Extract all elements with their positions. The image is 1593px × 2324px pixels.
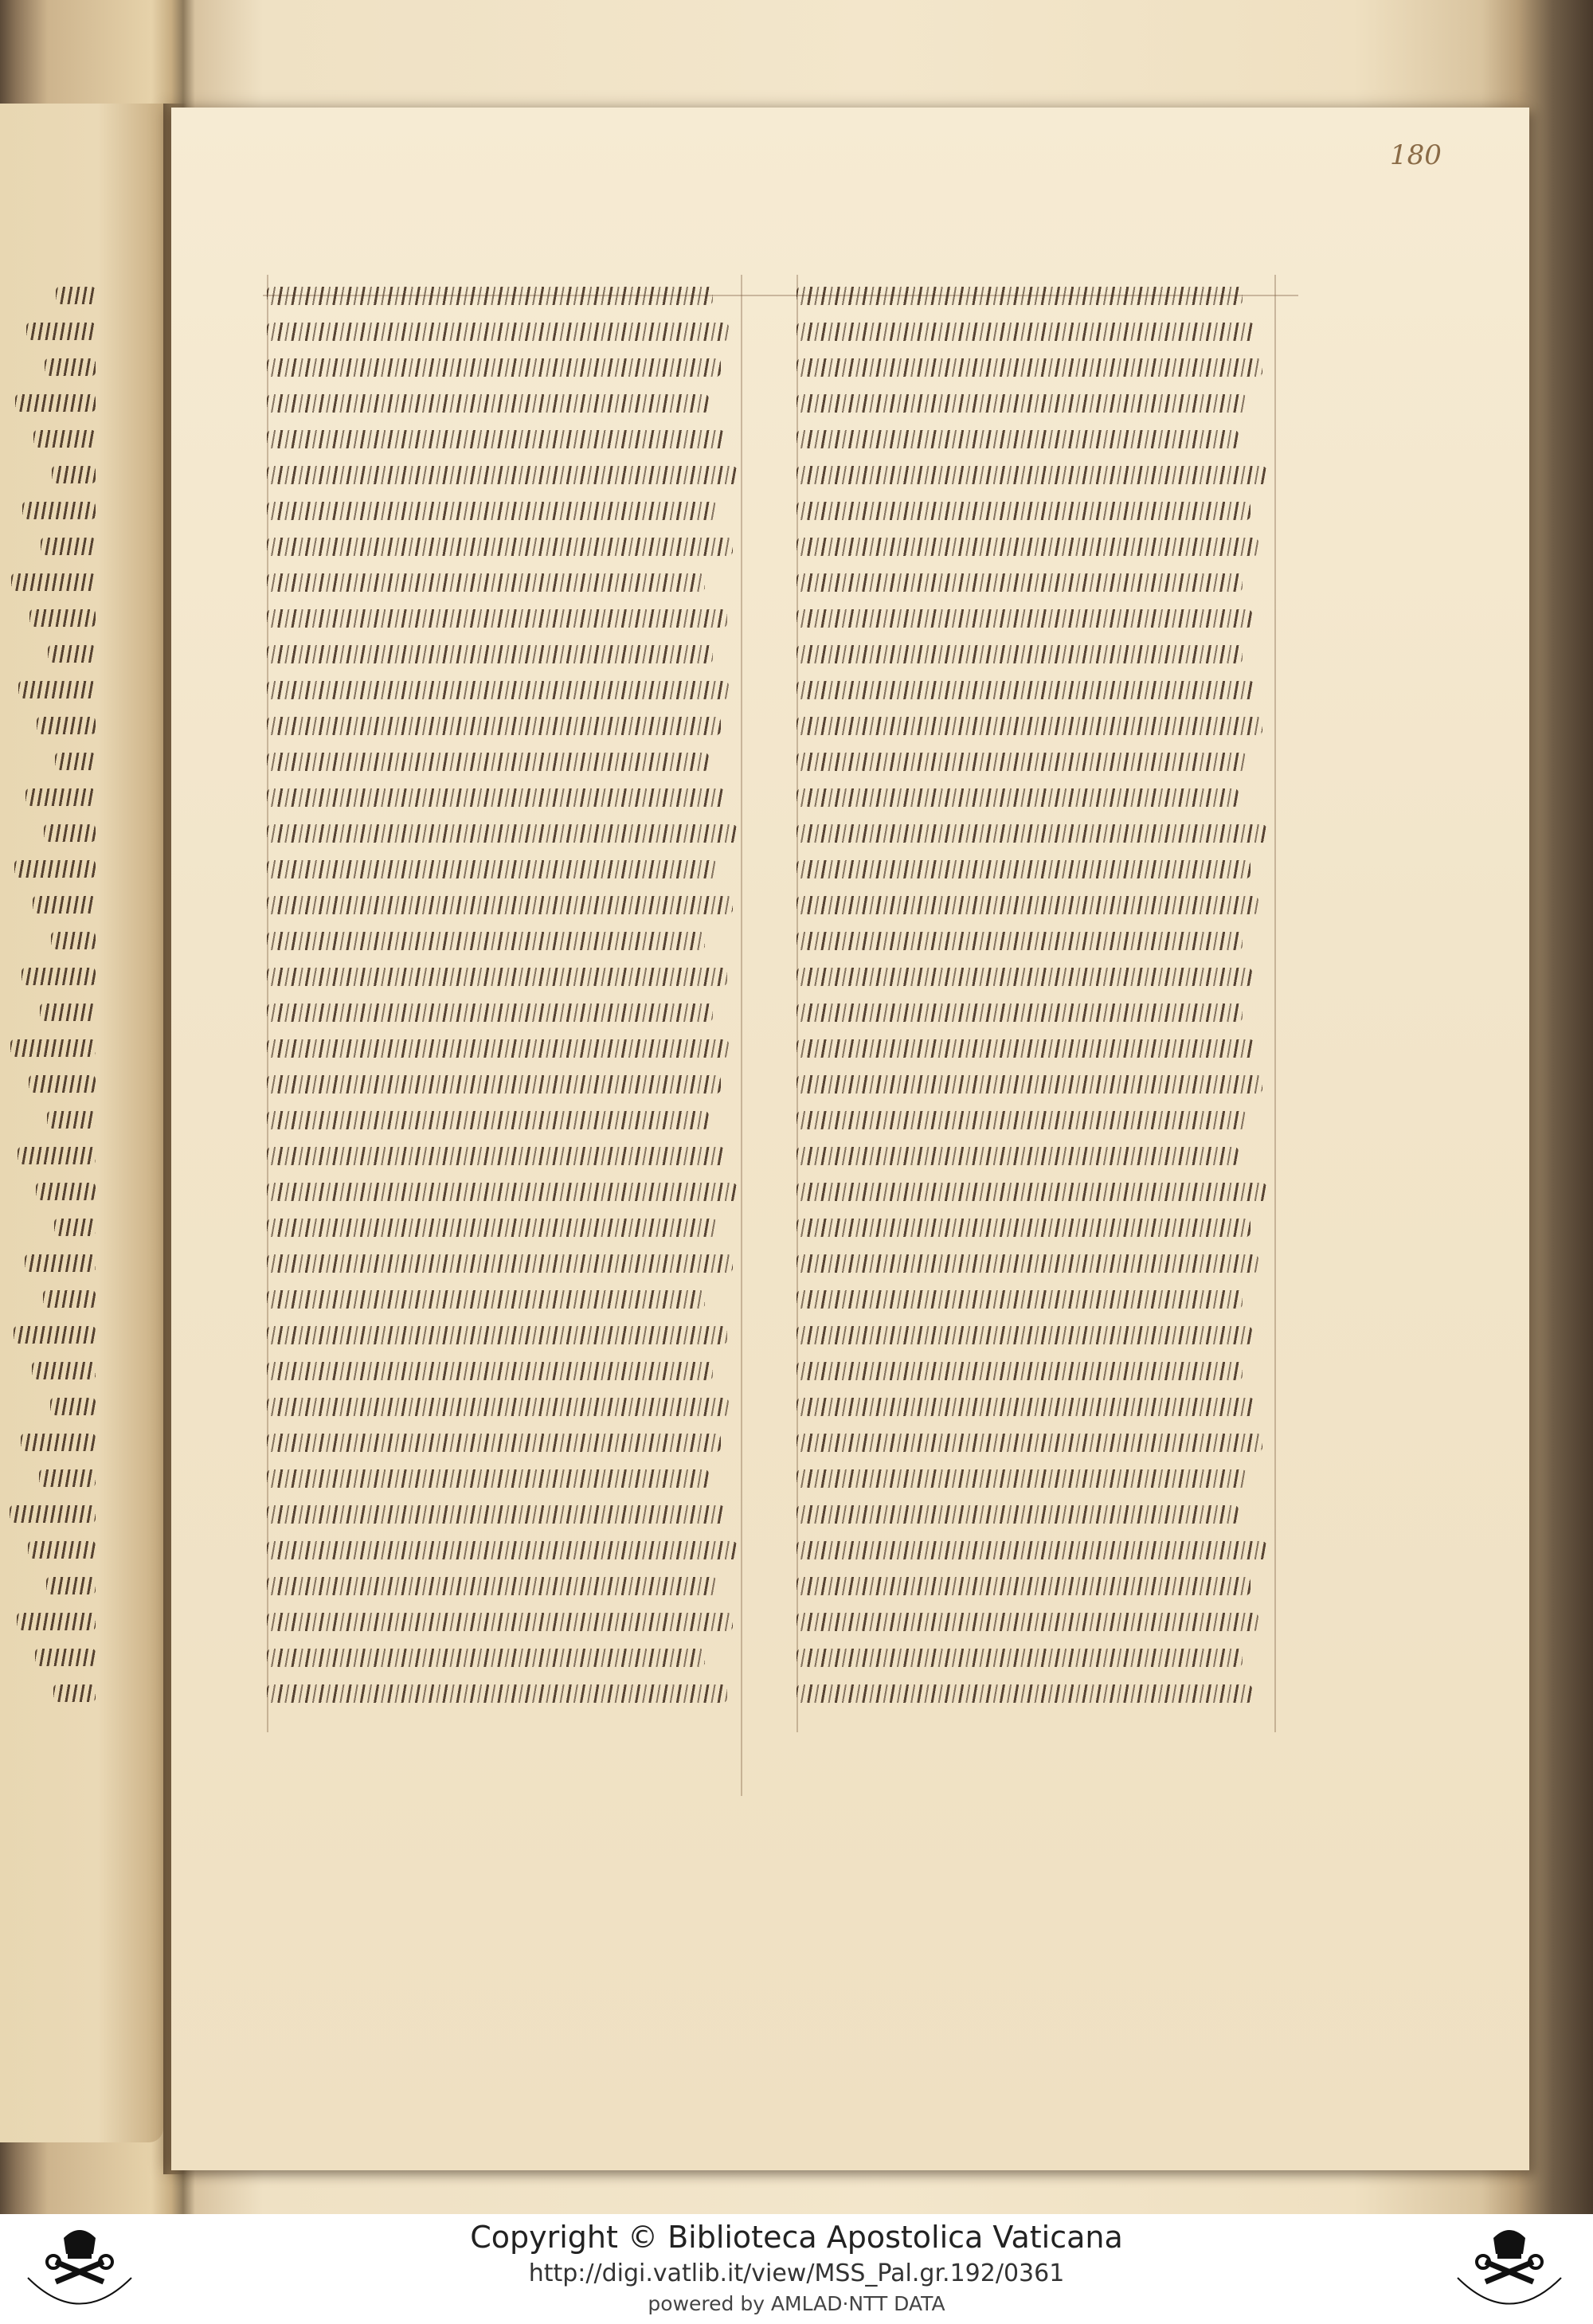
handwritten-line	[267, 1075, 785, 1094]
handwritten-line	[796, 1219, 1290, 1237]
handwritten-line	[796, 1111, 1290, 1129]
handwritten-line	[796, 1004, 1290, 1022]
handwritten-line	[796, 788, 1290, 807]
left-page-line-fragment	[0, 932, 96, 949]
handwritten-line	[796, 1398, 1290, 1416]
handwritten-line	[267, 502, 785, 520]
handwritten-line	[267, 1684, 785, 1703]
handwritten-line	[267, 1577, 785, 1595]
left-page-line-fragment	[0, 753, 96, 770]
handwritten-line	[796, 968, 1290, 986]
handwritten-line	[796, 1434, 1290, 1452]
handwritten-line	[796, 466, 1290, 484]
handwritten-line	[796, 1649, 1290, 1667]
left-page-line-fragment	[0, 1541, 96, 1559]
handwritten-line	[267, 1111, 785, 1129]
left-page-line-fragment	[0, 1649, 96, 1666]
handwritten-line	[796, 394, 1290, 413]
folio-number: 180	[1390, 139, 1442, 171]
handwritten-line	[267, 1254, 785, 1273]
footer-text-block	[0, 2217, 1593, 2318]
handwritten-line	[267, 717, 785, 735]
left-page-line-fragment	[0, 1577, 96, 1594]
left-page-line-fragment	[0, 896, 96, 914]
handwritten-line	[267, 1039, 785, 1058]
left-page-line-fragment	[0, 1362, 96, 1379]
handwritten-line	[267, 1290, 785, 1309]
handwritten-line	[267, 573, 785, 592]
handwritten-line	[796, 681, 1290, 699]
handwritten-line	[267, 681, 785, 699]
handwritten-line	[796, 1469, 1290, 1488]
left-page-line-fragment	[0, 1183, 96, 1200]
left-page-line-fragment	[0, 1469, 96, 1487]
left-page-line-fragment	[0, 968, 96, 985]
left-page-line-fragment	[0, 609, 96, 627]
handwritten-line	[267, 932, 785, 950]
handwritten-line	[796, 609, 1290, 628]
handwritten-line	[267, 287, 785, 305]
handwritten-line	[267, 753, 785, 771]
handwritten-line	[267, 1649, 785, 1667]
handwritten-line	[796, 1039, 1290, 1058]
handwritten-line	[267, 1147, 785, 1165]
handwritten-line	[267, 323, 785, 341]
left-page-line-fragment	[0, 1398, 96, 1415]
handwritten-line	[267, 1219, 785, 1237]
left-page-line-fragment	[0, 466, 96, 483]
handwritten-line	[267, 394, 785, 413]
handwritten-line	[267, 1469, 785, 1488]
handwritten-line	[267, 358, 785, 377]
handwritten-line	[796, 573, 1290, 592]
left-page-line-fragment	[0, 1004, 96, 1021]
handwritten-line	[796, 430, 1290, 448]
left-page-line-fragment	[0, 860, 96, 878]
left-page-line-fragment	[0, 681, 96, 698]
handwritten-line	[796, 1326, 1290, 1344]
handwritten-line	[796, 932, 1290, 950]
handwritten-line	[796, 1075, 1290, 1094]
left-page-line-fragment	[0, 358, 96, 376]
handwritten-line	[796, 860, 1290, 878]
handwritten-line	[267, 1434, 785, 1452]
handwritten-line	[267, 466, 785, 484]
left-page-line-fragment	[0, 1147, 96, 1164]
left-page-line-fragment	[0, 287, 96, 304]
text-column-right	[796, 287, 1290, 1720]
handwritten-line	[267, 896, 785, 914]
handwritten-line	[796, 502, 1290, 520]
left-page-line-fragment	[0, 1075, 96, 1093]
handwritten-line	[267, 1362, 785, 1380]
left-page-line-fragment	[0, 430, 96, 448]
handwritten-line	[796, 538, 1290, 556]
handwritten-line	[796, 753, 1290, 771]
handwritten-line	[267, 1004, 785, 1022]
handwritten-line	[796, 1613, 1290, 1631]
handwritten-line	[267, 1613, 785, 1631]
handwritten-line	[267, 645, 785, 663]
handwritten-line	[267, 1326, 785, 1344]
handwritten-line	[796, 358, 1290, 377]
left-page-text-fragments	[0, 287, 96, 1720]
handwritten-line	[267, 788, 785, 807]
handwritten-line	[267, 968, 785, 986]
handwritten-line	[796, 1684, 1290, 1703]
handwritten-line	[267, 1541, 785, 1559]
left-page-line-fragment	[0, 824, 96, 842]
handwritten-line	[267, 1398, 785, 1416]
handwritten-line	[267, 430, 785, 448]
handwritten-line	[796, 1254, 1290, 1273]
handwritten-line	[796, 1505, 1290, 1524]
left-page-line-fragment	[0, 1613, 96, 1630]
source-url[interactable]: http://digi.vatlib.it/view/MSS_Pal.gr.192/0361	[528, 2259, 1065, 2287]
copyright-notice: Copyright © Biblioteca Apostolica Vaticana	[470, 2220, 1123, 2255]
left-page-line-fragment	[0, 1219, 96, 1236]
handwritten-line	[267, 1505, 785, 1524]
handwritten-line	[796, 1541, 1290, 1559]
left-page-line-fragment	[0, 1505, 96, 1523]
left-page-line-fragment	[0, 1326, 96, 1344]
left-page-line-fragment	[0, 788, 96, 806]
left-page-line-fragment	[0, 323, 96, 340]
left-page-line-fragment	[0, 1290, 96, 1308]
handwritten-line	[267, 860, 785, 878]
left-page-line-fragment	[0, 1254, 96, 1272]
handwritten-line	[267, 1183, 785, 1201]
left-page-line-fragment	[0, 645, 96, 663]
handwritten-line	[796, 323, 1290, 341]
handwritten-line	[796, 1147, 1290, 1165]
handwritten-line	[796, 645, 1290, 663]
left-page-line-fragment	[0, 717, 96, 734]
handwritten-line	[796, 824, 1290, 843]
left-page-line-fragment	[0, 502, 96, 519]
left-page-line-fragment	[0, 573, 96, 591]
handwritten-line	[796, 287, 1290, 305]
left-page-line-fragment	[0, 538, 96, 555]
handwritten-line	[796, 1290, 1290, 1309]
powered-by: powered by AMLAD·NTT DATA	[648, 2292, 945, 2315]
handwritten-line	[796, 896, 1290, 914]
left-page-line-fragment	[0, 1434, 96, 1451]
handwritten-line	[267, 609, 785, 628]
left-page-line-fragment	[0, 1111, 96, 1129]
handwritten-line	[267, 538, 785, 556]
left-page-line-fragment	[0, 1684, 96, 1702]
text-column-left	[267, 287, 785, 1720]
handwritten-line	[796, 717, 1290, 735]
handwritten-line	[796, 1577, 1290, 1595]
handwritten-line	[796, 1362, 1290, 1380]
left-page-line-fragment	[0, 394, 96, 412]
left-page-line-fragment	[0, 1039, 96, 1057]
handwritten-line	[796, 1183, 1290, 1201]
handwritten-line	[267, 824, 785, 843]
